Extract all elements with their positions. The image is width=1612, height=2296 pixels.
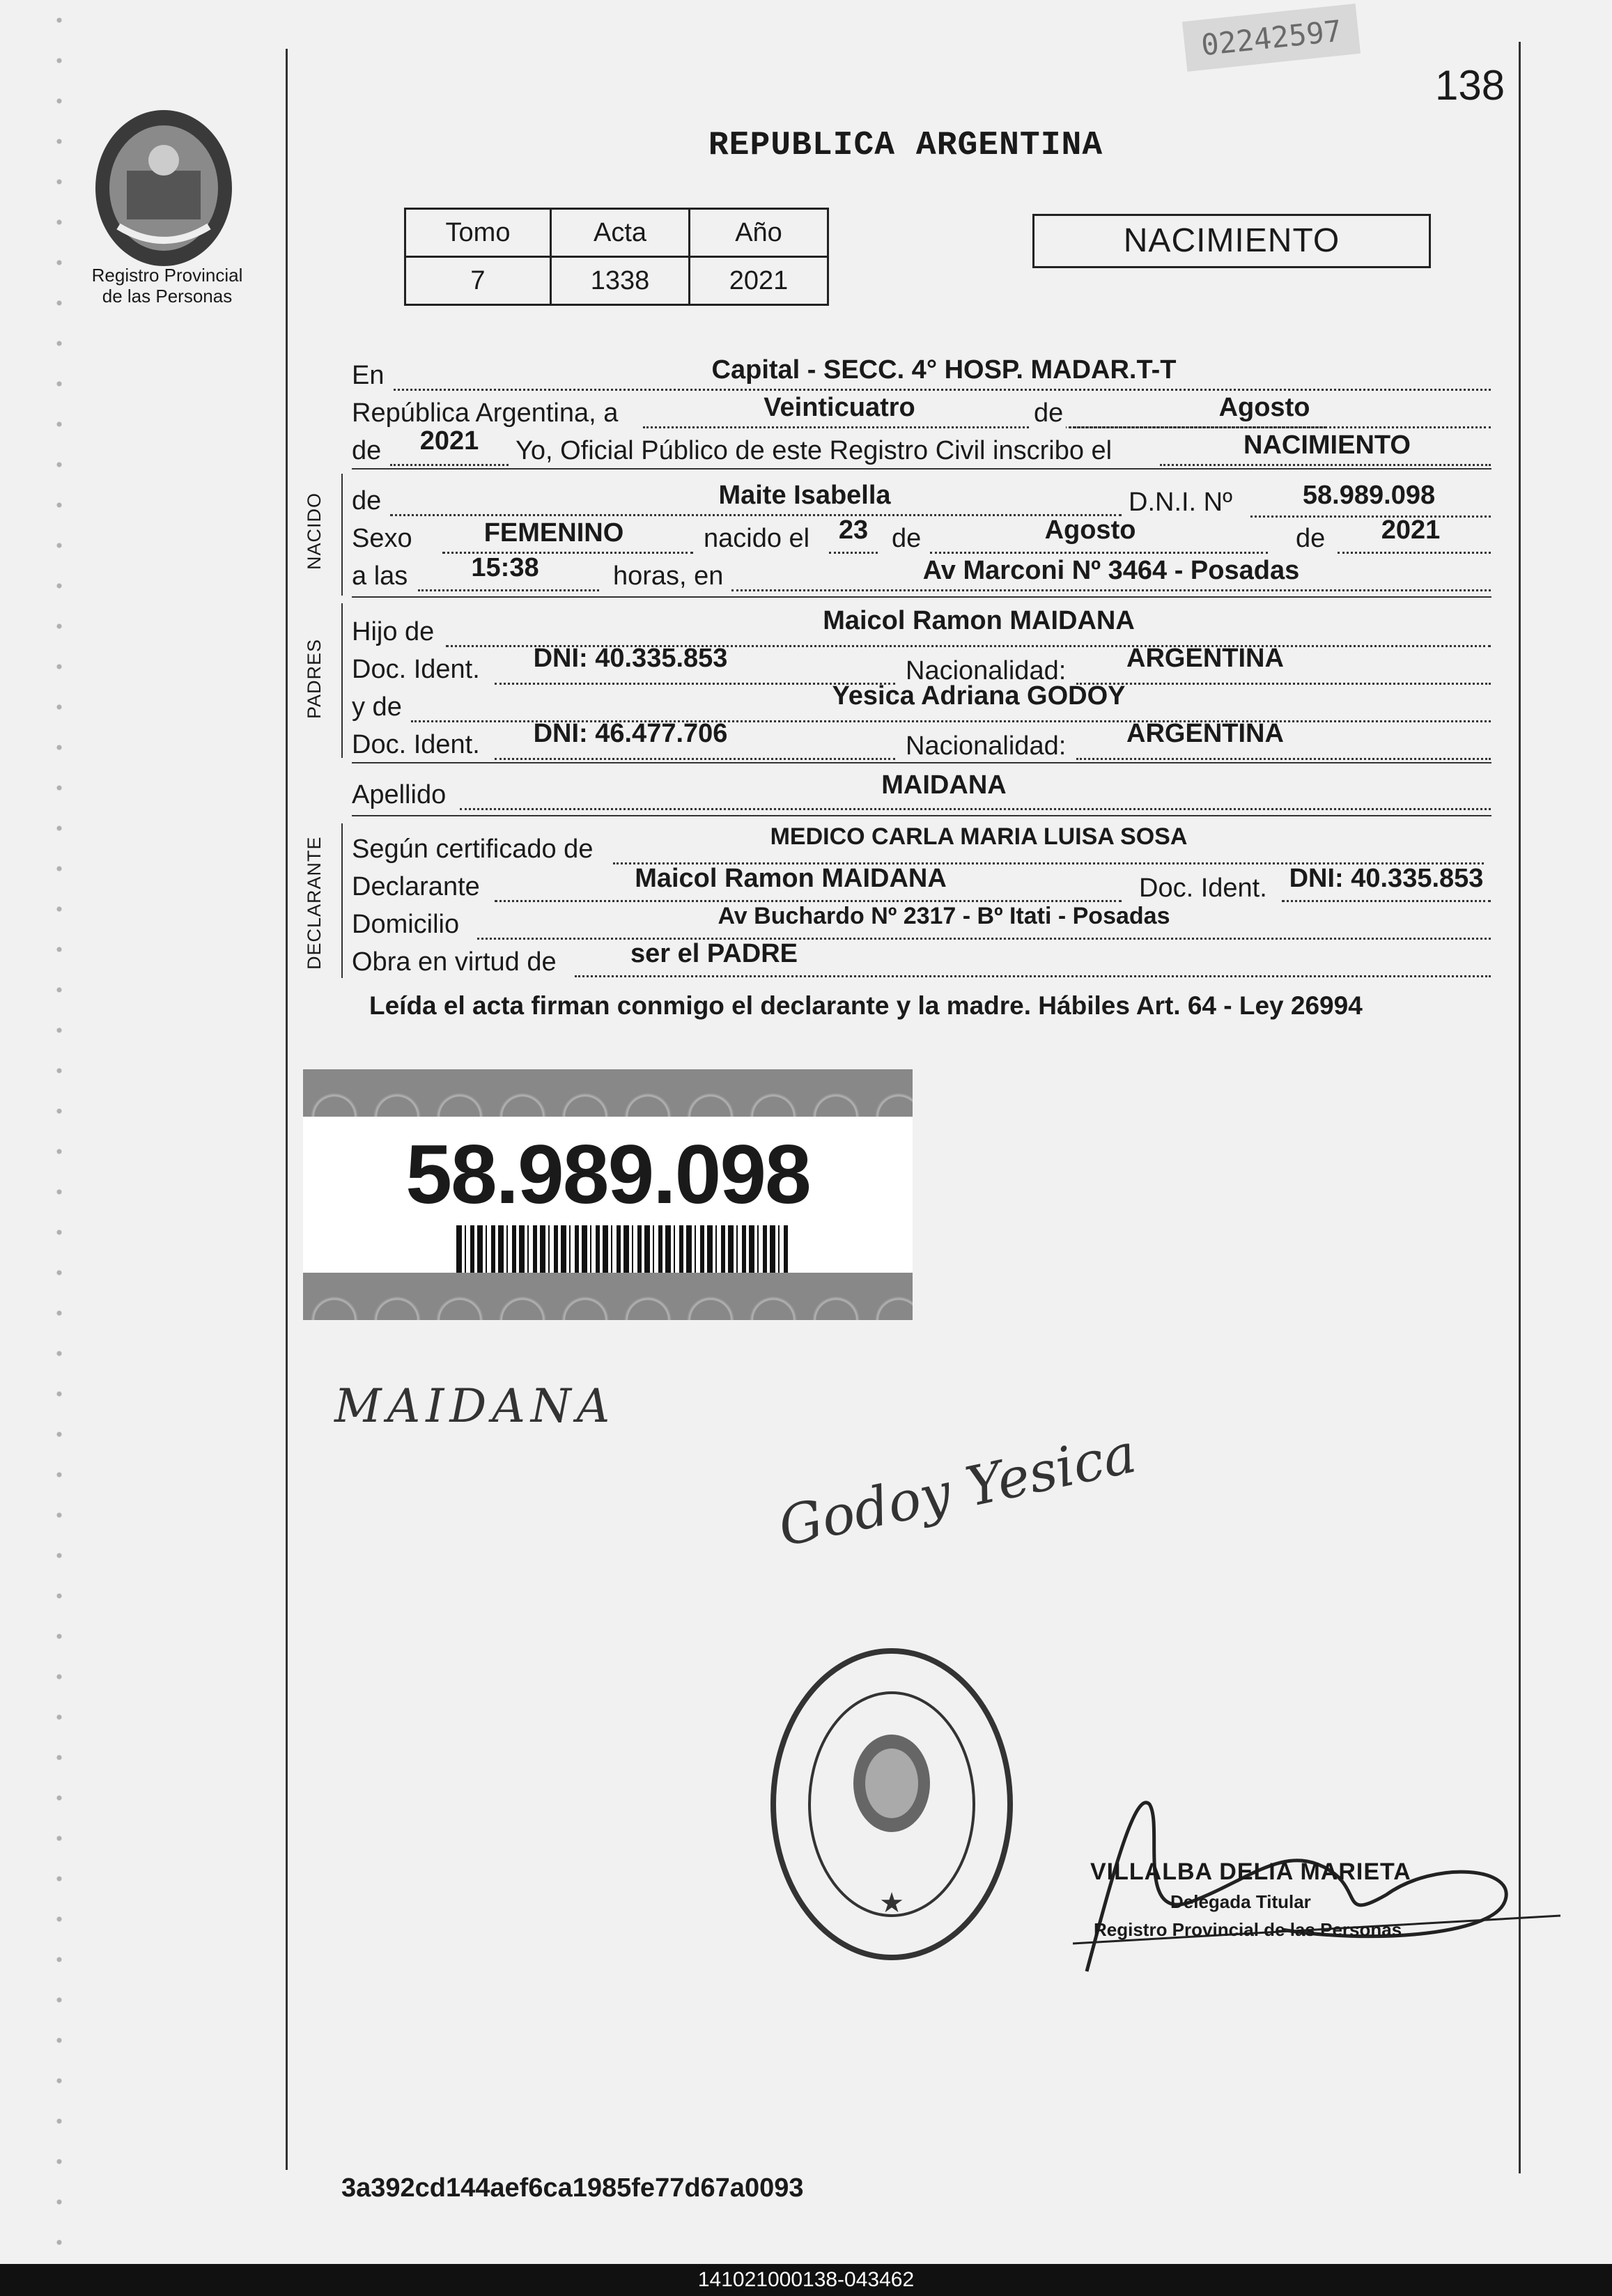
section-padres: PADRES — [304, 638, 325, 719]
row-republica — [352, 393, 1491, 428]
top-stamp-number: 02242597 — [1182, 3, 1361, 72]
official-org: Registro Provincial de las Personas — [1094, 1919, 1402, 1940]
act-type-box: NACIMIENTO — [1032, 214, 1431, 268]
logo-caption: Registro Provincial de las Personas — [91, 265, 243, 307]
svg-text:★: ★ — [879, 1888, 904, 1918]
value-certificado: MEDICO CARLA MARIA LUISA SOSA — [770, 823, 1188, 850]
row-sexo — [352, 515, 1491, 553]
value-inscribo: NACIMIENTO — [1243, 430, 1411, 460]
section-declarante: DECLARANTE — [304, 836, 325, 970]
value-mother-doc: DNI: 46.477.706 — [533, 719, 728, 748]
official-name: VILLALBA DELIA MARIETA — [1090, 1859, 1411, 1885]
label-dni: D.N.I. Nº — [1129, 488, 1232, 517]
value-sexo: FEMENINO — [483, 518, 624, 548]
label-father-nationality: Nacionalidad: — [906, 656, 1067, 685]
value-birth-place: Av Marconi Nº 3464 - Posadas — [922, 556, 1300, 585]
label-hijo-de: Hijo de — [352, 617, 435, 646]
label-mother-doc: Doc. Ident. — [352, 730, 480, 759]
label-apellido: Apellido — [352, 780, 447, 809]
label-sexo: Sexo — [352, 524, 412, 553]
footer-code: 141021000138-043462 — [0, 2264, 1612, 2296]
handwritten-godoy-yesica: Godoy Yesica — [773, 1422, 1142, 1560]
row-mother-doc — [352, 719, 1491, 761]
official-seal — [766, 1644, 1017, 1964]
label-declarante-doc: Doc. Ident. — [1139, 874, 1267, 903]
row-father-doc — [352, 644, 1491, 685]
row-domicilio — [352, 904, 1491, 939]
closing-note: Leída el acta firman conmigo el declarante y la madre. Hábiles Art. 64 - Ley 26994 — [369, 991, 1363, 1020]
value-child-name: Maite Isabella — [718, 481, 891, 510]
document-hash: 3a392cd144aef6ca1985fe77d67a0093 — [341, 2173, 804, 2203]
label-republica: República Argentina, a — [352, 398, 619, 428]
value-child-dni: 58.989.098 — [1302, 481, 1436, 510]
value-father-name: Maicol Ramon MAIDANA — [823, 606, 1135, 635]
label-nacido-el: nacido el — [704, 524, 810, 553]
table-value-anio: 2021 — [690, 257, 828, 305]
value-birth-year: 2021 — [1381, 515, 1441, 545]
table-header-acta: Acta — [551, 209, 690, 257]
label-de2: de — [352, 436, 382, 465]
handwritten-maidana: MAIDANA — [334, 1379, 616, 1433]
row-y-de — [352, 681, 1491, 722]
value-en: Capital - SECC. 4° HOSP. MADAR.T-T — [711, 355, 1177, 385]
label-domicilio: Domicilio — [352, 910, 460, 939]
value-declarante: Maicol Ramon MAIDANA — [635, 864, 947, 893]
value-day-words: Veinticuatro — [764, 393, 915, 422]
table-value-tomo: 7 — [405, 257, 551, 305]
row-en — [352, 355, 1491, 390]
label-certificado: Según certificado de — [352, 835, 594, 864]
table-header-anio: Año — [690, 209, 828, 257]
value-declarante-doc: DNI: 40.335.853 — [1289, 864, 1484, 893]
label-mother-nationality: Nacionalidad: — [906, 731, 1067, 761]
value-mother-nationality: ARGENTINA — [1126, 719, 1284, 748]
label-a-las: a las — [352, 561, 408, 591]
page-number: 138 — [1435, 62, 1505, 109]
country-title: REPUBLICA ARGENTINA — [708, 127, 1103, 164]
table-value-acta: 1338 — [551, 257, 690, 305]
label-declarante: Declarante — [352, 872, 480, 901]
label-oficial: Yo, Oficial Público de este Registro Civil inscribo el — [516, 436, 1113, 465]
value-birth-month: Agosto — [1044, 515, 1136, 545]
label-y-de: y de — [352, 692, 402, 722]
label-de: de — [1031, 398, 1066, 428]
label-de-year: de — [1296, 524, 1326, 553]
value-apellido: MAIDANA — [881, 770, 1007, 800]
row-nacido-name — [352, 481, 1491, 515]
dni-sticker — [303, 1069, 913, 1320]
value-year: 2021 — [419, 426, 479, 456]
value-mother-name: Yesica Adriana GODOY — [832, 681, 1126, 711]
value-month: Agosto — [1218, 393, 1310, 422]
barcode — [456, 1225, 791, 1274]
value-time: 15:38 — [471, 553, 539, 582]
label-nacido-de: de — [352, 486, 382, 515]
value-father-doc: DNI: 40.335.853 — [533, 644, 728, 673]
label-en: En — [352, 361, 385, 390]
label-father-doc: Doc. Ident. — [352, 655, 480, 684]
row-apellido — [352, 770, 1491, 809]
left-margin-line — [286, 49, 288, 2170]
label-horas-en: horas, en — [613, 561, 724, 591]
row-hijo-de — [352, 606, 1491, 646]
province-logo — [91, 104, 237, 272]
row-year — [352, 426, 1491, 465]
value-domicilio: Av Buchardo Nº 2317 - Bº Itati - Posadas — [718, 903, 1170, 929]
official-role: Delegada Titular — [1170, 1891, 1311, 1912]
value-obra: ser el PADRE — [630, 939, 798, 968]
dni-sticker-number: 58.989.098 — [405, 1128, 810, 1221]
row-obra — [352, 939, 1491, 977]
value-birth-day: 23 — [838, 515, 869, 545]
official-signature — [1073, 1783, 1574, 1992]
table-header-tomo: Tomo — [405, 209, 551, 257]
tomo-acta-anio-table — [404, 208, 829, 306]
label-de-month: de — [892, 524, 922, 553]
label-obra: Obra en virtud de — [352, 947, 557, 977]
section-nacido: NACIDO — [304, 492, 325, 570]
perforation-dots — [49, 0, 70, 2250]
row-hora — [352, 553, 1491, 591]
value-father-nationality: ARGENTINA — [1126, 644, 1284, 673]
row-declarante — [352, 864, 1491, 903]
row-certificado — [352, 823, 1491, 864]
